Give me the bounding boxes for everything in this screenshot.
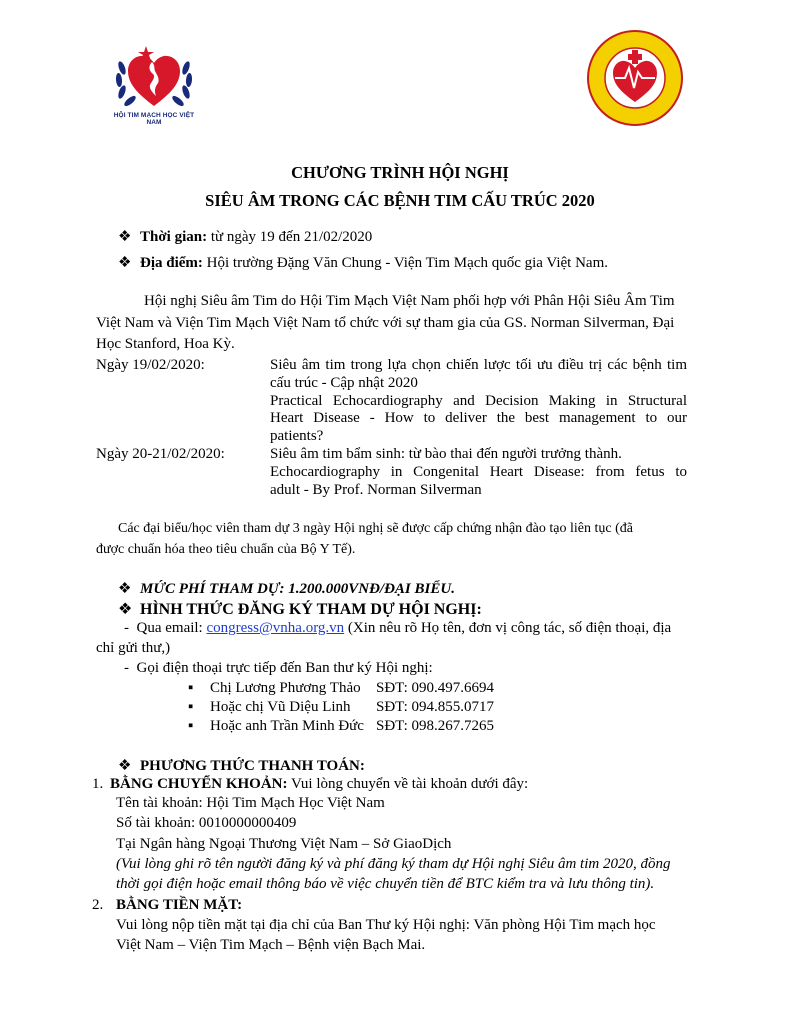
- vnha-emblem-icon: [108, 38, 200, 114]
- transfer-instruction-line-1: (Vui lòng ghi rõ tên người đăng ký và phí đăng ký tham dự Hội nghị Siêu âm tim 2020, đồng: [116, 856, 671, 872]
- fee-row: [118, 579, 455, 598]
- place-label: Địa điểm:: [140, 255, 203, 271]
- diamond-bullet-icon: ❖: [118, 255, 132, 271]
- bank-name: Tại Ngân hàng Ngoại Thương Việt Nam – Sở GiaoDịch: [116, 836, 452, 852]
- contact-phone: SĐT: 098.267.7265: [376, 718, 495, 734]
- vnha-logo: [108, 38, 200, 130]
- intro-line-2: Việt Nam và Viện Tim Mạch Việt Nam tổ chức với sự tham gia của GS. Norman Silverman, Đại: [96, 315, 675, 331]
- fee-text: MỨC PHÍ THAM DỰ: 1.200.000VNĐ/ĐẠI BIỂU.: [140, 581, 455, 597]
- dash-bullet: -: [124, 660, 137, 676]
- certificate-line-2: được chuẩn hóa theo tiêu chuẩn của Bộ Y Tế).: [96, 542, 356, 557]
- schedule-day1-line: Practical Echocardiography and Decision Making in Structural: [270, 393, 687, 409]
- registration-heading: HÌNH THỨC ĐĂNG KÝ THAM DỰ HỘI NGHỊ:: [140, 601, 482, 618]
- account-name: Tên tài khoản: Hội Tim Mạch Học Việt Nam: [116, 795, 385, 811]
- vnha-logo-caption: HỘI TIM MẠCH HỌC VIỆT NAM: [113, 112, 195, 126]
- certificate-line-1: Các đại biểu/học viên tham dự 3 ngày Hội nghị sẽ được cấp chứng nhận đào tạo liên tục (đã: [118, 521, 633, 536]
- diamond-bullet-icon: ❖: [118, 601, 133, 618]
- payment-heading: PHƯƠNG THỨC THANH TOÁN:: [140, 758, 365, 774]
- schedule-day1-line: patients?: [270, 428, 324, 444]
- registration-heading-row: [118, 599, 482, 619]
- schedule-day2-line: adult - By Prof. Norman Silverman: [270, 482, 482, 498]
- intro-line-3: Học Stanford, Hoa Kỳ.: [96, 336, 235, 352]
- cash-row: [92, 897, 242, 914]
- intro-line-1: Hội nghị Siêu âm Tim do Hội Tim Mạch Việt Nam phối hợp với Phân Hội Siêu Âm Tim: [144, 293, 675, 309]
- transfer-number: 1.: [92, 776, 104, 792]
- cash-line-1: Vui lòng nộp tiền mặt tại địa chỉ của Ban Thư ký Hội nghị: Văn phòng Hội Tim mạch học: [116, 917, 656, 933]
- schedule-day2-line: Echocardiography in Congenital Heart Disease: from fetus to: [270, 464, 687, 480]
- square-bullet-icon: ▪: [188, 718, 194, 734]
- cash-number: 2.: [92, 897, 104, 913]
- diamond-bullet-icon: ❖: [118, 758, 132, 774]
- diamond-bullet-icon: ❖: [118, 581, 132, 597]
- phone-intro: Gọi điện thoại trực tiếp đến Ban thư ký Hội nghị:: [136, 660, 433, 676]
- email-row: [124, 620, 671, 637]
- square-bullet-icon: ▪: [188, 699, 194, 715]
- schedule-day1-line: Siêu âm tim trong lựa chọn chiến lược tối ưu điều trị các bệnh tim: [270, 357, 687, 373]
- transfer-instruction-line-2: thời gọi điện hoặc email thông báo về việc chuyển tiền để BTC kiểm tra và lưu thông tin).: [116, 876, 655, 892]
- place-row: [118, 253, 608, 272]
- contact-phone: SĐT: 094.855.0717: [376, 699, 495, 715]
- contact-name: Hoặc chị Vũ Diệu Linh: [210, 699, 351, 715]
- place-value: Hội trường Đặng Văn Chung - Viện Tim Mạch quốc gia Việt Nam.: [206, 255, 608, 271]
- cash-label: BẰNG TIỀN MẶT:: [116, 897, 243, 913]
- email-prefix: Qua email:: [136, 620, 207, 636]
- schedule-day1-line: Heart Disease - How to deliver the best management to our: [270, 410, 687, 426]
- transfer-label: BẰNG CHUYỂN KHOẢN:: [110, 776, 288, 792]
- contact-name: Hoặc anh Trần Minh Đức: [210, 718, 364, 734]
- conference-title: SIÊU ÂM TRONG CÁC BỆNH TIM CẤU TRÚC 2020: [205, 191, 595, 210]
- program-title: CHƯƠNG TRÌNH HỘI NGHỊ: [291, 163, 509, 182]
- square-bullet-icon: ▪: [188, 680, 194, 696]
- transfer-row: [92, 776, 528, 793]
- account-number: Số tài khoản: 0010000000409: [116, 815, 297, 831]
- payment-heading-row: [118, 756, 365, 775]
- schedule-date-day1: Ngày 19/02/2020:: [96, 357, 205, 373]
- contact-item: [188, 718, 494, 735]
- diamond-bullet-icon: ❖: [118, 229, 132, 245]
- contact-name: Chị Lương Phương Thảo: [210, 680, 361, 696]
- email-suffix: (Xin nêu rõ Họ tên, đơn vị công tác, số điện thoại, địa: [344, 620, 672, 636]
- contact-phone: SĐT: 090.497.6694: [376, 680, 495, 696]
- vnhi-logo: [585, 28, 685, 128]
- email-link[interactable]: congress@vnha.org.vn: [206, 620, 345, 636]
- email-line-2: chỉ gửi thư,): [96, 640, 171, 656]
- phone-row: [124, 660, 433, 677]
- transfer-note: Vui lòng chuyển về tài khoản dưới đây:: [287, 776, 529, 792]
- time-row: [118, 227, 372, 246]
- time-value: từ ngày 19 đến 21/02/2020: [210, 229, 373, 245]
- contact-item: [188, 680, 494, 697]
- schedule-day2-line: Siêu âm tim bẩm sinh: từ bào thai đến người trưởng thành.: [270, 446, 622, 462]
- cash-line-2: Việt Nam – Viện Tim Mạch – Bệnh viện Bạch Mai.: [116, 937, 426, 953]
- schedule-day1-line: cấu trúc - Cập nhật 2020: [270, 375, 418, 391]
- schedule-date-day2: Ngày 20-21/02/2020:: [96, 446, 225, 462]
- contact-item: [188, 699, 494, 716]
- vnhi-emblem-icon: [585, 28, 685, 128]
- dash-bullet: -: [124, 620, 137, 636]
- time-label: Thời gian:: [140, 229, 208, 245]
